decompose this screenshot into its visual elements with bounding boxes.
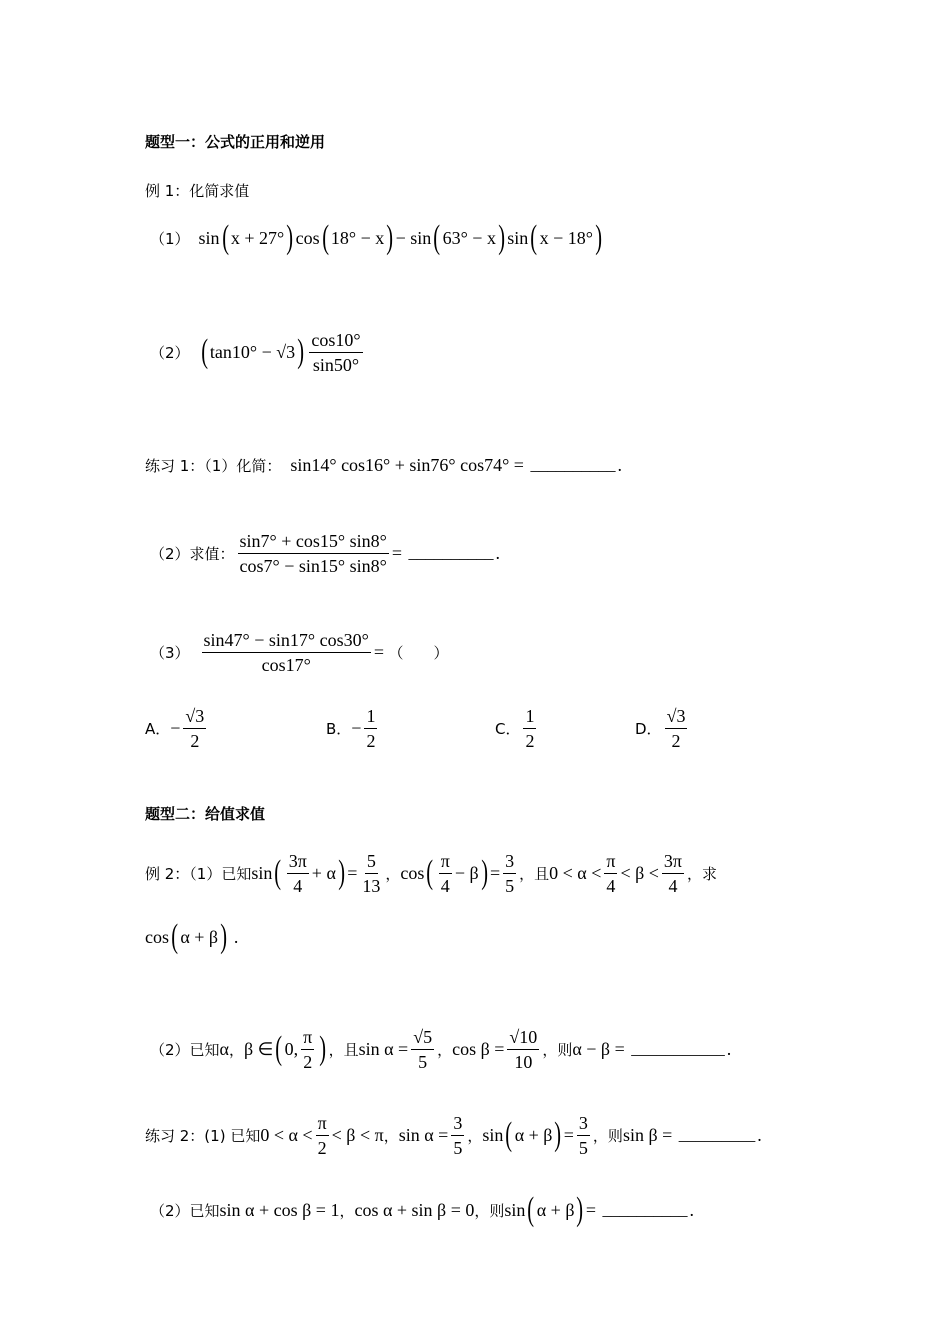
big-parenthesis: ) <box>286 219 294 256</box>
math-expression: cos β = <box>452 1038 505 1059</box>
big-parenthesis: ) <box>595 219 603 256</box>
math-expression: α + β <box>536 1199 575 1220</box>
fraction <box>507 1026 539 1073</box>
math-expression: < β < <box>620 862 659 883</box>
big-parenthesis: ) <box>220 918 228 955</box>
math-expression: sin α = <box>398 1124 449 1145</box>
math-expression: = <box>373 641 389 662</box>
math-expression: + α <box>311 862 336 883</box>
math-expression: < β < π <box>331 1124 384 1145</box>
denominator: 2 <box>366 730 376 751</box>
math-expression: 63° − x <box>442 227 496 248</box>
text-label: ， <box>467 1126 483 1145</box>
big-parenthesis: ( <box>200 333 208 370</box>
denominator: 2 <box>317 1137 327 1158</box>
option-label: D． <box>635 719 662 738</box>
math-expression: 0 < α < <box>549 862 602 883</box>
math-expression: . <box>726 1038 732 1059</box>
math-expression: cos α + sin β = 0 <box>354 1199 475 1220</box>
text-label: ， <box>228 1040 244 1059</box>
option-fraction <box>523 705 536 752</box>
fraction <box>411 1026 434 1073</box>
example2-question2 <box>150 1019 731 1079</box>
example1-question2 <box>150 322 366 382</box>
numerator: π <box>439 850 452 874</box>
denominator: 10 <box>514 1051 533 1072</box>
numerator: 1 <box>523 705 536 729</box>
big-parenthesis: ) <box>498 219 506 256</box>
numerator: 3 <box>577 1112 590 1136</box>
numerator: sin47° − sin17° cos30° <box>202 629 371 653</box>
text-label: ， <box>383 1126 399 1145</box>
math-expression: = <box>563 1124 574 1145</box>
numerator: sin7° + cos15° sin8° <box>238 530 389 554</box>
fraction <box>202 629 371 676</box>
option-fraction <box>364 705 377 752</box>
denominator: 5 <box>453 1137 463 1158</box>
text-label: （3） <box>150 643 190 662</box>
fraction <box>287 850 309 897</box>
math-expression: − β <box>454 862 479 883</box>
math-expression: sin <box>189 227 220 248</box>
practice1-question2 <box>150 523 500 583</box>
fraction <box>662 850 684 897</box>
big-parenthesis: ) <box>338 854 345 891</box>
numerator: √5 <box>411 1026 434 1050</box>
denominator: 5 <box>505 875 515 896</box>
math-expression: = <box>347 862 358 883</box>
text-label: （ ） <box>388 643 449 662</box>
denominator: cos17° <box>261 654 311 675</box>
denominator: 13 <box>362 875 381 896</box>
denominator: 5 <box>578 1137 588 1158</box>
numerator: √3 <box>183 705 206 729</box>
option-d[interactable] <box>635 698 690 758</box>
text-label: 例 2：（1）已知 <box>145 864 252 883</box>
math-expression: x + 27° <box>230 227 285 248</box>
text-label: ，则 <box>542 1040 573 1059</box>
denominator: 2 <box>525 730 535 751</box>
math-expression: α + β <box>180 926 219 947</box>
math-expression: sin α + cos β = 1 <box>219 1199 340 1220</box>
text-label: （2） <box>150 343 190 362</box>
option-sign: − <box>351 717 362 738</box>
section2-title: 题型二：给值求值 <box>145 804 266 823</box>
math-expression: − sin <box>395 227 432 248</box>
option-a[interactable] <box>145 698 209 758</box>
math-expression: α − β = <box>572 1038 630 1059</box>
text-label: （2）已知 <box>150 1201 220 1220</box>
numerator: √3 <box>665 705 688 729</box>
big-parenthesis: ) <box>576 1191 584 1228</box>
fraction <box>451 1112 464 1159</box>
text-label: ，则 <box>474 1201 505 1220</box>
text-label: ， <box>339 1201 355 1220</box>
math-expression: . <box>689 1199 694 1220</box>
math-expression: sin α = <box>358 1038 409 1059</box>
math-expression: β ∈ <box>244 1038 274 1059</box>
denominator: 4 <box>668 875 678 896</box>
big-parenthesis: ) <box>386 219 394 256</box>
example1-label: 例 1：化简求值 <box>145 181 250 200</box>
big-parenthesis: ( <box>321 219 329 256</box>
denominator: 4 <box>606 875 616 896</box>
option-sign: − <box>170 717 181 738</box>
numerator: π <box>301 1026 314 1050</box>
big-parenthesis: ( <box>527 1191 535 1228</box>
fraction <box>577 1112 590 1159</box>
section1-title: 题型一：公式的正用和逆用 <box>145 132 326 151</box>
text-label: （2）已知 <box>150 1040 220 1059</box>
answer-blank[interactable]: _________ <box>678 1125 756 1144</box>
math-expression: 0 < α < <box>260 1124 313 1145</box>
example2-question1-continued <box>145 907 238 967</box>
denominator: 2 <box>671 730 681 751</box>
numerator: π <box>604 850 617 874</box>
big-parenthesis: ( <box>171 918 179 955</box>
math-expression: sin14° cos16° + sin76° cos74° = <box>281 454 529 475</box>
fraction <box>301 1026 314 1073</box>
big-parenthesis: ( <box>530 219 538 256</box>
numerator: 1 <box>364 705 377 729</box>
math-expression: 0, <box>284 1038 299 1059</box>
numerator: 3π <box>662 850 684 874</box>
numerator: 3π <box>287 850 309 874</box>
big-parenthesis: ( <box>274 854 282 891</box>
numerator: 3 <box>451 1112 464 1136</box>
practice2-question2 <box>150 1180 694 1240</box>
example2-question1 <box>145 843 717 903</box>
big-parenthesis: ) <box>319 1030 327 1067</box>
math-expression: cos <box>295 227 320 248</box>
math-expression: tan10° − √3 <box>209 341 296 362</box>
math-expression: = <box>489 862 501 883</box>
text-label: ，则 <box>592 1126 623 1145</box>
math-expression: sin β = <box>622 1124 677 1145</box>
math-expression <box>190 342 199 363</box>
math-expression: . <box>495 542 500 563</box>
big-parenthesis: ( <box>505 1116 513 1153</box>
denominator: sin50° <box>312 354 360 375</box>
answer-blank[interactable]: __________ <box>602 1200 688 1219</box>
answer-blank[interactable]: ___________ <box>631 1039 725 1058</box>
fraction <box>439 850 452 897</box>
option-fraction <box>665 705 688 752</box>
math-expression: cos <box>145 926 169 947</box>
fraction <box>604 850 617 897</box>
text-label: （2）求值： <box>150 544 235 563</box>
fraction <box>316 1112 329 1159</box>
math-expression: x − 18° <box>539 227 593 248</box>
math-expression: α + β <box>514 1124 553 1145</box>
math-expression: = <box>391 542 407 563</box>
option-label: B． <box>326 719 352 738</box>
math-expression: α <box>219 1038 229 1059</box>
big-parenthesis: ( <box>221 219 229 256</box>
math-expression <box>190 642 199 663</box>
big-parenthesis: ( <box>275 1030 283 1067</box>
option-label: A． <box>145 719 171 738</box>
answer-blank[interactable]: __________ <box>530 455 616 474</box>
math-expression: = <box>585 1199 601 1220</box>
text-label: ，且 <box>328 1040 359 1059</box>
big-parenthesis: ( <box>426 854 434 891</box>
denominator: 5 <box>418 1051 428 1072</box>
text-label: ， <box>437 1040 453 1059</box>
math-expression: sin <box>504 1199 526 1220</box>
example1-question1 <box>150 208 604 268</box>
option-fraction <box>183 705 206 752</box>
math-expression: sin <box>482 1124 504 1145</box>
option-label: C． <box>495 719 521 738</box>
fraction <box>238 530 389 577</box>
numerator: π <box>316 1112 329 1136</box>
math-expression: sin <box>251 862 273 883</box>
numerator: cos10° <box>309 329 362 353</box>
text-label: 练习 2：(1) 已知 <box>145 1126 261 1145</box>
text-label: ，且 <box>519 864 550 883</box>
denominator: 4 <box>293 875 303 896</box>
text-label: （1） <box>150 229 190 248</box>
answer-blank[interactable]: __________ <box>408 543 494 562</box>
math-expression: cos <box>400 862 425 883</box>
numerator: 3 <box>503 850 516 874</box>
math-expression: 18° − x <box>330 227 385 248</box>
text-label: 练习 1：（1）化简： <box>145 456 282 475</box>
math-expression: . <box>757 1124 762 1145</box>
numerator: 5 <box>365 850 378 874</box>
option-b[interactable] <box>326 698 380 758</box>
numerator: √10 <box>507 1026 539 1050</box>
text-label: ， <box>385 864 401 883</box>
practice1-question3 <box>150 622 448 682</box>
big-parenthesis: ) <box>480 854 488 891</box>
denominator: 2 <box>303 1051 313 1072</box>
practice2-question1 <box>145 1105 762 1165</box>
fraction <box>309 329 362 376</box>
denominator: 4 <box>440 875 450 896</box>
big-parenthesis: ) <box>554 1116 562 1153</box>
text-label: ，求 <box>687 864 718 883</box>
practice1-question1 <box>145 435 622 495</box>
big-parenthesis: ) <box>297 333 305 370</box>
fraction <box>503 850 516 897</box>
denominator: cos7° − sin15° sin8° <box>239 555 387 576</box>
denominator: 2 <box>190 730 200 751</box>
math-expression: . <box>229 926 239 947</box>
fraction <box>360 850 382 897</box>
option-c[interactable] <box>495 698 539 758</box>
math-expression: . <box>617 454 622 475</box>
big-parenthesis: ( <box>433 219 441 256</box>
math-expression: sin <box>507 227 529 248</box>
